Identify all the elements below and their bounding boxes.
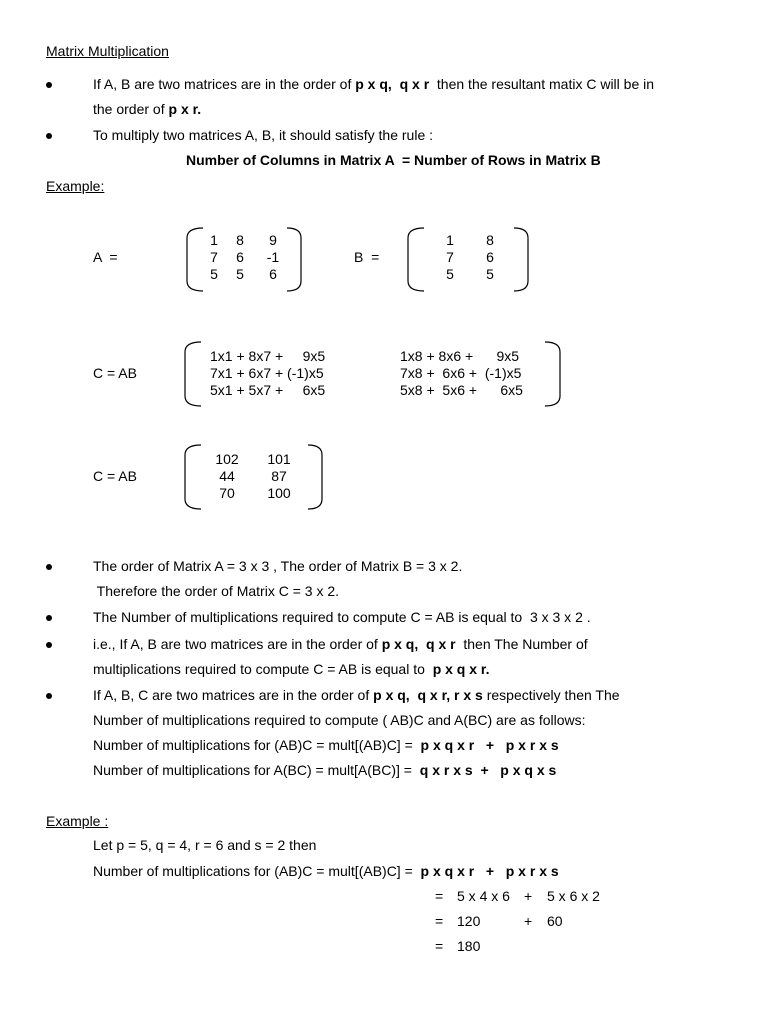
matrix-a-row: 5 5 6: [210, 266, 277, 282]
bullet6-line2: Number of multiplications required to compute ( AB)C and A(BC) are as follows:: [93, 712, 586, 728]
matrix-a-row: 1 8 9: [210, 232, 277, 248]
step-plus: +: [524, 888, 533, 904]
bullet1-line1: If A, B are two matrices are in the order of p x q, q x r then the resultant matix C will be in: [93, 76, 655, 92]
matrix-c-expr-cell: 1x1 + 8x7 + 9x5: [210, 348, 326, 364]
matrix-a-row: 7 6 -1: [210, 249, 280, 265]
step-right: 60: [547, 913, 563, 929]
bullet-marker: [46, 615, 52, 621]
matrix-c-expr-cell: 7x1 + 6x7 + (-1)x5: [210, 365, 324, 381]
bullet6-line1: If A, B, C are two matrices are in the order of p x q, q x r, r x s respectively then The: [93, 687, 620, 703]
bullet5-line1: i.e., If A, B are two matrices are in the order of p x q, q x r then The Number of: [93, 636, 588, 652]
bullet6-line4: Number of multiplications for A(BC) = mult[A(BC)] = q x r x s + p x q x s: [93, 762, 557, 778]
step-plus: +: [524, 913, 533, 929]
matrix-a-label: A =: [93, 249, 118, 265]
example2-line1: Let p = 5, q = 4, r = 6 and s = 2 then: [93, 837, 317, 853]
step-equals: =: [435, 913, 444, 929]
matrix-c-expr-cell: 7x8 + 6x6 + (-1)x5: [400, 365, 522, 381]
rule-statement: Number of Columns in Matrix A = Number of Rows in Matrix B: [186, 152, 601, 168]
matrix-c-expr-cell: 5x8 + 5x6 + 6x5: [400, 382, 523, 398]
step-left: 5 x 4 x 6: [457, 888, 510, 904]
bullet-marker: [46, 564, 52, 570]
step-equals: =: [435, 938, 444, 954]
matrix-c-expr-cell: 5x1 + 5x7 + 6x5: [210, 382, 326, 398]
example2-line2: Number of multiplications for (AB)C = mult[(AB)C] = p x q x r + p x r x s: [93, 863, 559, 879]
bullet3-line1: The order of Matrix A = 3 x 3 , The order of Matrix B = 3 x 2.: [93, 558, 463, 574]
step-right: 5 x 6 x 2: [547, 888, 600, 904]
step-left: 120: [457, 913, 481, 929]
bullet3-line2: Therefore the order of Matrix C = 3 x 2.: [93, 583, 340, 599]
bullet1-line2: the order of p x r.: [93, 101, 202, 117]
step-equals: =: [435, 888, 444, 904]
bullet4-line1: The Number of multiplications required to compute C = AB is equal to 3 x 3 x 2 .: [93, 609, 591, 625]
example2-heading: Example :: [46, 813, 109, 829]
matrix-c-result-label: C = AB: [93, 468, 137, 484]
matrix-c-expr-cell: 1x8 + 8x6 + 9x5: [400, 348, 520, 364]
bullet5-line2: multiplications required to compute C = AB is equal to p x q x r.: [93, 661, 490, 677]
matrix-c-expr-label: C = AB: [93, 365, 137, 381]
bullet6-line3: Number of multiplications for (AB)C = mult[(AB)C] = p x q x r + p x r x s: [93, 737, 559, 753]
bullet-marker: [46, 693, 52, 699]
matrix-c-result-row: 102 101: [215, 451, 291, 467]
matrix-b-row: 1 8: [446, 232, 494, 248]
matrix-b-label: B =: [354, 249, 380, 265]
matrix-c-result-row: 44 87: [219, 468, 287, 484]
bullet2-line1: To multiply two matrices A, B, it should satisfy the rule :: [93, 127, 434, 143]
page-title: Matrix Multiplication: [46, 43, 169, 59]
step-left: 180: [457, 938, 481, 954]
matrix-c-result-row: 70 100: [219, 485, 291, 501]
bullet-marker: [46, 642, 52, 648]
matrix-b-row: 5 5: [446, 266, 494, 282]
matrix-b-row: 7 6: [446, 249, 494, 265]
example-heading: Example:: [46, 178, 105, 194]
